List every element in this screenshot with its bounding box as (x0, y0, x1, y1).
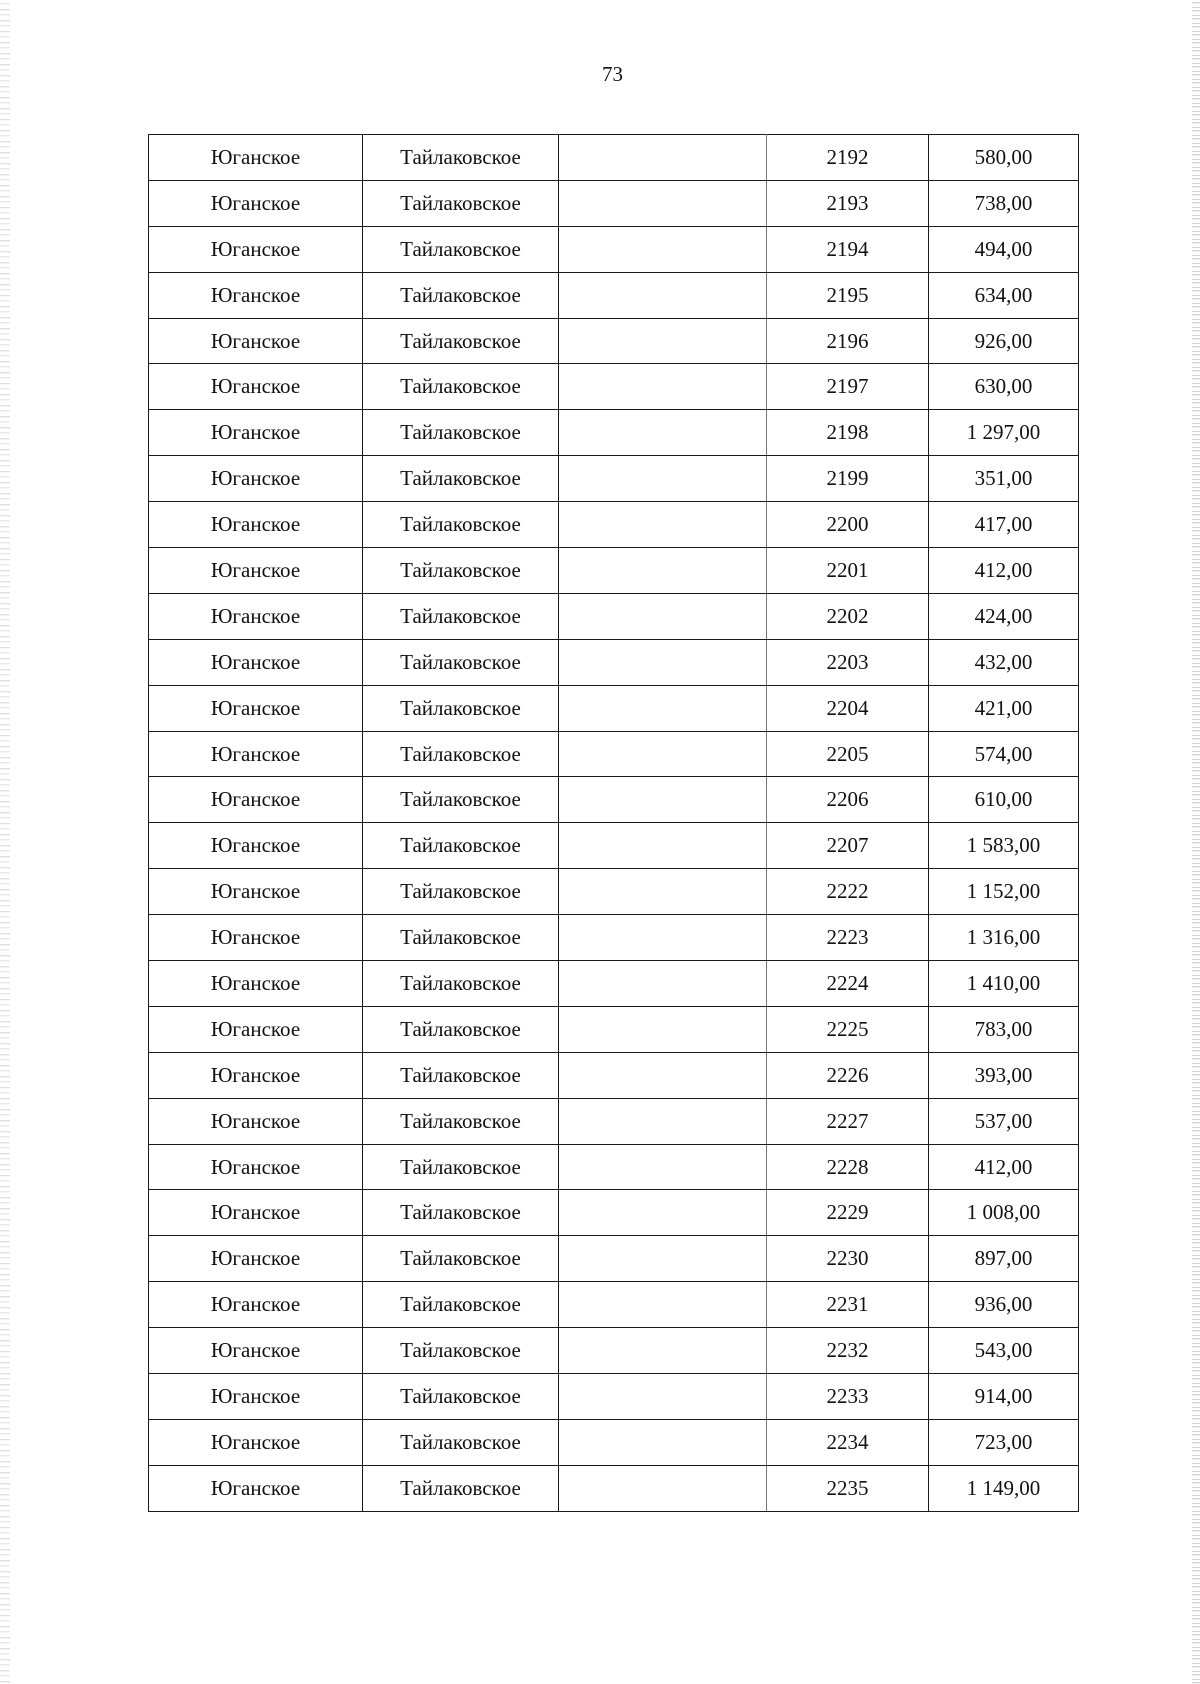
table-body (149, 135, 1079, 1512)
field-name-cell: Юганское (149, 1098, 363, 1144)
table-row (149, 1419, 1079, 1465)
table-row (149, 1144, 1079, 1190)
empty-cell (559, 869, 767, 915)
area-name-cell: Тайлаковское (363, 1328, 559, 1374)
table-row (149, 685, 1079, 731)
field-name-cell: Юганское (149, 685, 363, 731)
well-number-cell: 2193 (767, 180, 929, 226)
empty-cell (559, 548, 767, 594)
area-name-cell: Тайлаковское (363, 593, 559, 639)
table-row (149, 180, 1079, 226)
area-name-cell: Тайлаковское (363, 1419, 559, 1465)
field-name-cell: Юганское (149, 731, 363, 777)
value-cell: 412,00 (929, 548, 1079, 594)
field-name-cell: Юганское (149, 869, 363, 915)
value-cell: 897,00 (929, 1236, 1079, 1282)
area-name-cell: Тайлаковское (363, 548, 559, 594)
area-name-cell: Тайлаковское (363, 318, 559, 364)
table-row (149, 456, 1079, 502)
value-cell: 417,00 (929, 502, 1079, 548)
empty-cell (559, 1190, 767, 1236)
empty-cell (559, 685, 767, 731)
field-name-cell: Юганское (149, 1328, 363, 1374)
field-name-cell: Юганское (149, 180, 363, 226)
field-name-cell: Юганское (149, 548, 363, 594)
area-name-cell: Тайлаковское (363, 1098, 559, 1144)
value-cell: 424,00 (929, 593, 1079, 639)
well-number-cell: 2229 (767, 1190, 929, 1236)
well-number-cell: 2205 (767, 731, 929, 777)
well-number-cell: 2192 (767, 135, 929, 181)
table-row (149, 961, 1079, 1007)
field-name-cell: Юганское (149, 777, 363, 823)
empty-cell (559, 456, 767, 502)
field-name-cell: Юганское (149, 1144, 363, 1190)
well-number-cell: 2200 (767, 502, 929, 548)
area-name-cell: Тайлаковское (363, 1144, 559, 1190)
well-number-cell: 2195 (767, 272, 929, 318)
table-row (149, 777, 1079, 823)
empty-cell (559, 1374, 767, 1420)
area-name-cell: Тайлаковское (363, 272, 559, 318)
empty-cell (559, 1098, 767, 1144)
area-name-cell: Тайлаковское (363, 410, 559, 456)
table-row (149, 731, 1079, 777)
area-name-cell: Тайлаковское (363, 1190, 559, 1236)
empty-cell (559, 961, 767, 1007)
area-name-cell: Тайлаковское (363, 1236, 559, 1282)
table-row (149, 869, 1079, 915)
value-cell: 1 316,00 (929, 915, 1079, 961)
value-cell: 1 152,00 (929, 869, 1079, 915)
data-table (148, 134, 1079, 1512)
field-name-cell: Юганское (149, 1465, 363, 1511)
well-number-cell: 2204 (767, 685, 929, 731)
well-number-cell: 2223 (767, 915, 929, 961)
empty-cell (559, 135, 767, 181)
area-name-cell: Тайлаковское (363, 915, 559, 961)
table-row (149, 272, 1079, 318)
value-cell: 723,00 (929, 1419, 1079, 1465)
field-name-cell: Юганское (149, 1374, 363, 1420)
value-cell: 738,00 (929, 180, 1079, 226)
table-row (149, 593, 1079, 639)
value-cell: 537,00 (929, 1098, 1079, 1144)
empty-cell (559, 915, 767, 961)
empty-cell (559, 272, 767, 318)
table-row (149, 823, 1079, 869)
empty-cell (559, 1144, 767, 1190)
field-name-cell: Юганское (149, 961, 363, 1007)
area-name-cell: Тайлаковское (363, 180, 559, 226)
field-name-cell: Юганское (149, 364, 363, 410)
field-name-cell: Юганское (149, 1282, 363, 1328)
area-name-cell: Тайлаковское (363, 226, 559, 272)
area-name-cell: Тайлаковское (363, 502, 559, 548)
well-number-cell: 2227 (767, 1098, 929, 1144)
area-name-cell: Тайлаковское (363, 456, 559, 502)
well-number-cell: 2198 (767, 410, 929, 456)
well-number-cell: 2230 (767, 1236, 929, 1282)
value-cell: 432,00 (929, 639, 1079, 685)
table-row (149, 410, 1079, 456)
field-name-cell: Юганское (149, 502, 363, 548)
value-cell: 634,00 (929, 272, 1079, 318)
table-row (149, 1328, 1079, 1374)
field-name-cell: Юганское (149, 226, 363, 272)
field-name-cell: Юганское (149, 639, 363, 685)
well-number-cell: 2234 (767, 1419, 929, 1465)
field-name-cell: Юганское (149, 410, 363, 456)
well-number-cell: 2232 (767, 1328, 929, 1374)
well-number-cell: 2206 (767, 777, 929, 823)
table-row (149, 1236, 1079, 1282)
value-cell: 543,00 (929, 1328, 1079, 1374)
well-number-cell: 2235 (767, 1465, 929, 1511)
value-cell: 574,00 (929, 731, 1079, 777)
area-name-cell: Тайлаковское (363, 777, 559, 823)
field-name-cell: Юганское (149, 823, 363, 869)
well-number-cell: 2228 (767, 1144, 929, 1190)
well-number-cell: 2231 (767, 1282, 929, 1328)
empty-cell (559, 1006, 767, 1052)
value-cell: 1 583,00 (929, 823, 1079, 869)
field-name-cell: Юганское (149, 318, 363, 364)
value-cell: 412,00 (929, 1144, 1079, 1190)
value-cell: 926,00 (929, 318, 1079, 364)
table-row (149, 318, 1079, 364)
area-name-cell: Тайлаковское (363, 1374, 559, 1420)
table-row (149, 1006, 1079, 1052)
area-name-cell: Тайлаковское (363, 869, 559, 915)
field-name-cell: Юганское (149, 456, 363, 502)
empty-cell (559, 364, 767, 410)
empty-cell (559, 410, 767, 456)
table-row (149, 548, 1079, 594)
empty-cell (559, 1236, 767, 1282)
empty-cell (559, 180, 767, 226)
area-name-cell: Тайлаковское (363, 1052, 559, 1098)
value-cell: 1 297,00 (929, 410, 1079, 456)
scan-edge-right (1192, 0, 1200, 1684)
field-name-cell: Юганское (149, 1006, 363, 1052)
field-name-cell: Юганское (149, 1419, 363, 1465)
empty-cell (559, 226, 767, 272)
area-name-cell: Тайлаковское (363, 731, 559, 777)
field-name-cell: Юганское (149, 1236, 363, 1282)
well-number-cell: 2222 (767, 869, 929, 915)
field-name-cell: Юганское (149, 915, 363, 961)
table-row (149, 502, 1079, 548)
empty-cell (559, 1419, 767, 1465)
well-number-cell: 2202 (767, 593, 929, 639)
empty-cell (559, 777, 767, 823)
page-number: 73 (602, 62, 623, 86)
well-number-cell: 2224 (767, 961, 929, 1007)
area-name-cell: Тайлаковское (363, 1006, 559, 1052)
area-name-cell: Тайлаковское (363, 639, 559, 685)
table-row (149, 915, 1079, 961)
table-row (149, 1052, 1079, 1098)
area-name-cell: Тайлаковское (363, 1465, 559, 1511)
empty-cell (559, 1052, 767, 1098)
value-cell: 936,00 (929, 1282, 1079, 1328)
empty-cell (559, 502, 767, 548)
value-cell: 351,00 (929, 456, 1079, 502)
well-number-cell: 2226 (767, 1052, 929, 1098)
area-name-cell: Тайлаковское (363, 685, 559, 731)
area-name-cell: Тайлаковское (363, 1282, 559, 1328)
well-number-cell: 2199 (767, 456, 929, 502)
value-cell: 421,00 (929, 685, 1079, 731)
well-number-cell: 2197 (767, 364, 929, 410)
empty-cell (559, 639, 767, 685)
empty-cell (559, 1328, 767, 1374)
table-row (149, 1190, 1079, 1236)
table-row (149, 364, 1079, 410)
field-name-cell: Юганское (149, 593, 363, 639)
table-row (149, 639, 1079, 685)
empty-cell (559, 318, 767, 364)
empty-cell (559, 1465, 767, 1511)
well-number-cell: 2194 (767, 226, 929, 272)
value-cell: 783,00 (929, 1006, 1079, 1052)
table-row (149, 1098, 1079, 1144)
empty-cell (559, 731, 767, 777)
table-row (149, 1374, 1079, 1420)
area-name-cell: Тайлаковское (363, 364, 559, 410)
value-cell: 1 410,00 (929, 961, 1079, 1007)
area-name-cell: Тайлаковское (363, 135, 559, 181)
well-number-cell: 2207 (767, 823, 929, 869)
value-cell: 494,00 (929, 226, 1079, 272)
area-name-cell: Тайлаковское (363, 823, 559, 869)
value-cell: 1 149,00 (929, 1465, 1079, 1511)
field-name-cell: Юганское (149, 135, 363, 181)
table-row (149, 1282, 1079, 1328)
field-name-cell: Юганское (149, 1190, 363, 1236)
value-cell: 1 008,00 (929, 1190, 1079, 1236)
well-number-cell: 2233 (767, 1374, 929, 1420)
well-number-cell: 2203 (767, 639, 929, 685)
empty-cell (559, 1282, 767, 1328)
value-cell: 393,00 (929, 1052, 1079, 1098)
area-name-cell: Тайлаковское (363, 961, 559, 1007)
empty-cell (559, 593, 767, 639)
empty-cell (559, 823, 767, 869)
value-cell: 580,00 (929, 135, 1079, 181)
value-cell: 914,00 (929, 1374, 1079, 1420)
field-name-cell: Юганское (149, 1052, 363, 1098)
field-name-cell: Юганское (149, 272, 363, 318)
value-cell: 610,00 (929, 777, 1079, 823)
table-row (149, 1465, 1079, 1511)
well-number-cell: 2201 (767, 548, 929, 594)
table-row (149, 135, 1079, 181)
well-number-cell: 2225 (767, 1006, 929, 1052)
well-number-cell: 2196 (767, 318, 929, 364)
scan-edge-left (0, 0, 10, 1684)
table-row (149, 226, 1079, 272)
value-cell: 630,00 (929, 364, 1079, 410)
